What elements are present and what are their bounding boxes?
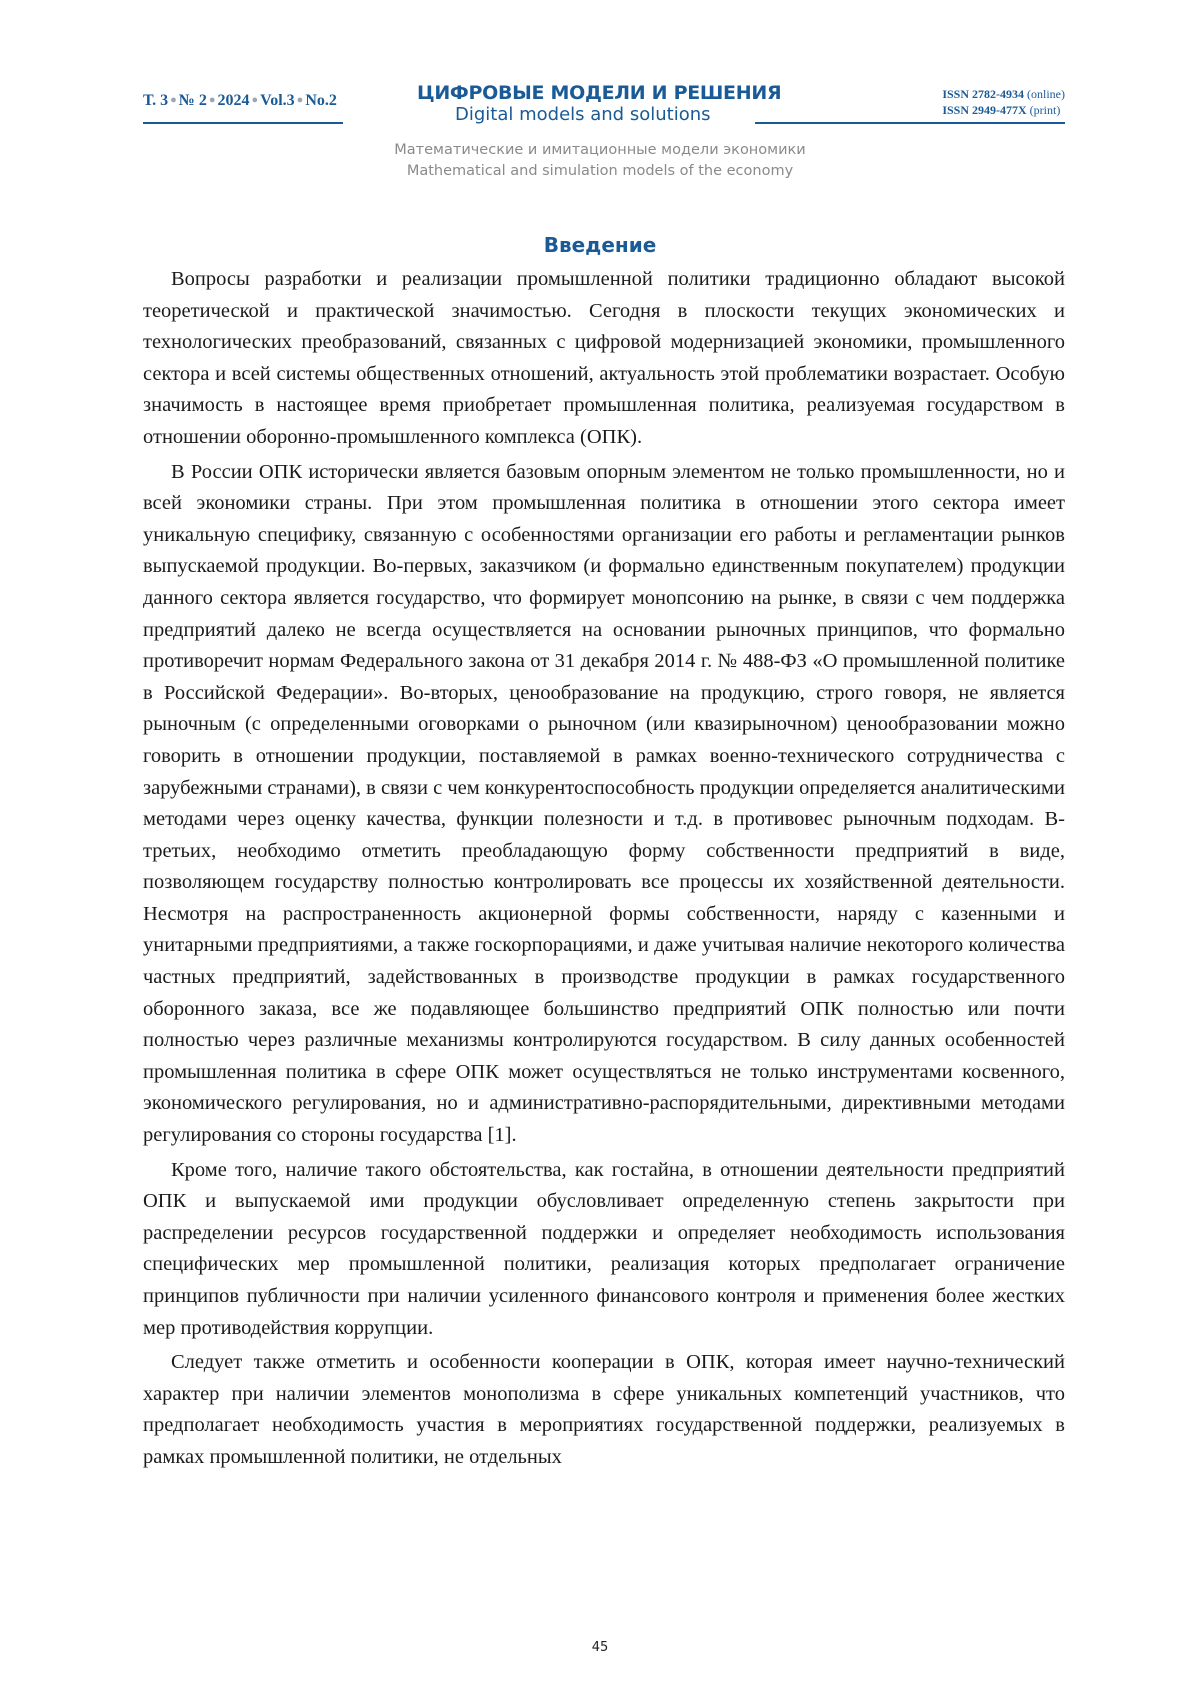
page-header: [143, 82, 1065, 126]
issn-print: ISSN 2949-477X (print): [942, 103, 1061, 117]
section-title-en: Mathematical and simulation models of the economy: [406, 163, 794, 179]
header-rule-right: [755, 122, 1065, 124]
article-heading: Введение: [543, 233, 657, 257]
article-body: [143, 264, 1065, 1477]
issn-block: [942, 86, 1065, 118]
paragraph: Следует также отметить и особенности кооперации в ОПК, которая имеет научно-технический характер при наличии элементов монополизма в сфере уникальных компетенций участников, что предполагает необходимость участия в мероприятиях государственной поддержки, реализуемых в рамках промышленной политики, не отдельных: [143, 1351, 1065, 1468]
section-title-ru: Математические и имитационные модели экономики: [394, 142, 806, 158]
journal-title-ru: ЦИФРОВЫЕ МОДЕЛИ И РЕШЕНИЯ: [417, 82, 782, 104]
page-number: 45: [591, 1640, 609, 1655]
section-title: [0, 140, 1200, 182]
year: 2024: [217, 92, 250, 109]
volume-ru: Т. 3: [143, 92, 169, 109]
paragraph: В России ОПК исторически является базовым опорным элементом не только промышленности, но и всей экономики страны. При этом промышленная политика в отношении этого сектора имеет уникальную специфику, связанную с особенностями организации его работы и регламентации рынков выпускаемой продукции. Во-первых, заказчиком (и формально единственным покупателем) продукции данного сектора является государство, что формирует монопсонию на рынке, в связи с чем поддержка предприятий далеко не всегда осуществляется на основании рыночных принципов, что формально противоречит нормам Федерального закона от 31 декабря 2014 г. № 488-ФЗ «О промышленной политике в Российской Федерации». Во-вторых, ценообразование на продукцию, строго говоря, не является рыночным (с определенными оговорками о рыночном (или квазирыночном) ценообразовании можно говорить в отношении продукции, поставляемой в рамках военно-технического сотрудничества с зарубежными странами), в связи с чем конкурентоспособность продукции определяется аналитическими методами через оценку качества, функции полезности и т.д. в противовес рыночным подходам. В-третьих, необходимо отметить преобладающую форму собственности предприятий в виде, позволяющем государству полностью контролировать все процессы их хозяйственной деятельности. Несмотря на распространенность акционерной формы собственности, наряду с казенными и унитарными предприятиями, а также госкорпорациями, и даже учитывая наличие некоторого количества частных предприятий, задействованных в производстве продукции в рамках государственного оборонного заказа, все же подавляющее большинство предприятий ОПК полностью или почти полностью через различные механизмы контролируются государством. В силу данных особенностей промышленная политика в сфере ОПК может осуществляться не только инструментами косвенного, экономического регулирования, но и административно-распорядительными, директивными методами регулирования со стороны государства [1].: [143, 460, 1065, 1147]
issn-online: ISSN 2782-4934 (online): [942, 87, 1065, 101]
issue-en: No.2: [305, 92, 337, 109]
volume-issue-label: Т. 3 ● № 2 ● 2024 ● Vol.3 ● No.2: [143, 92, 337, 109]
issue-ru: № 2: [178, 92, 207, 109]
volume-en: Vol.3: [260, 92, 295, 109]
paragraph: Кроме того, наличие такого обстоятельства, как гостайна, в отношении деятельности предприятий ОПК и выпускаемой ими продукции обусловливает определенную степень закрытости при распределении ресурсов государственной поддержки и определяет необходимость использования специфических мер промышленной политики, реализация которых предполагает ограничение принципов публичности при наличии усиленного финансового контроля и применения более жестких мер противодействия коррупции.: [143, 1158, 1065, 1339]
header-rule-left: [143, 122, 343, 124]
paragraph: Вопросы разработки и реализации промышленной политики традиционно обладают высокой теоретической и практической значимостью. Сегодня в плоскости текущих экономических и технологических преобразований, связанных с цифровой модернизацией экономики, промышленного сектора и всей системы общественных отношений, актуальность этой проблематики возрастает. Особую значимость в настоящее время приобретает промышленная политика, реализуемая государством в отношении оборонно-промышленного комплекса (ОПК).: [143, 268, 1065, 448]
journal-title-en: Digital models and solutions: [455, 104, 711, 125]
